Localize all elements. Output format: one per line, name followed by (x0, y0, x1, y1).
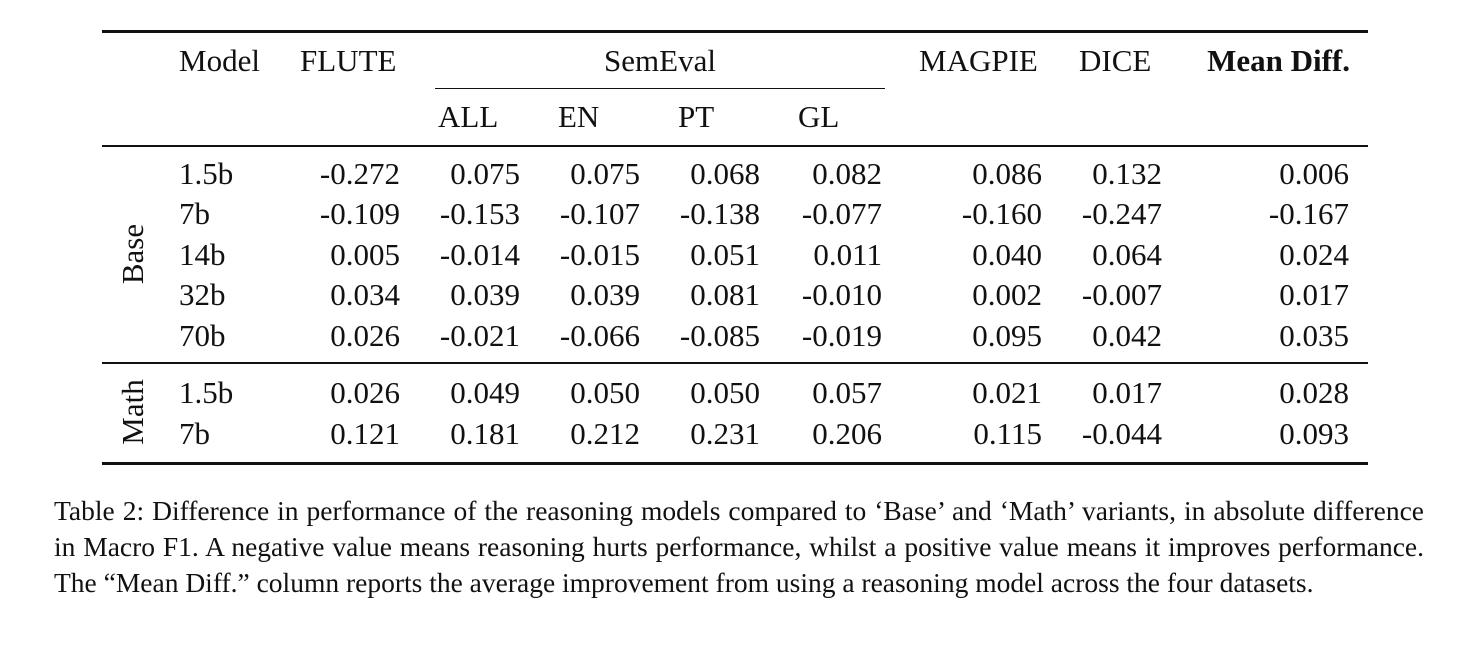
header-semeval-pt: PT (678, 99, 715, 134)
cell-value: -0.015 (559, 237, 640, 272)
cell-value: -0.247 (1081, 196, 1162, 231)
cell-value: 0.115 (973, 416, 1042, 451)
cell-value: -0.066 (559, 318, 640, 353)
semeval-cmidrule (435, 88, 885, 89)
group-label-base: Base (115, 223, 150, 285)
cell-value: 0.002 (972, 277, 1042, 312)
cell-value: 0.017 (1092, 375, 1162, 410)
cell-value: 0.132 (1092, 156, 1162, 191)
cell-model: 1.5b (179, 156, 234, 191)
cell-model: 70b (179, 318, 226, 353)
cell-model: 1.5b (179, 375, 234, 410)
table-top-rule (102, 30, 1368, 33)
cell-value: 0.011 (813, 237, 882, 272)
cell-value: 0.024 (1279, 237, 1349, 272)
cell-model: 7b (179, 196, 210, 231)
cell-value: -0.014 (439, 237, 520, 272)
cell-value: 0.006 (1279, 156, 1349, 191)
cell-value: 0.028 (1279, 375, 1349, 410)
cell-value: 0.068 (690, 156, 760, 191)
cell-value: 0.017 (1279, 277, 1349, 312)
cell-value: -0.272 (319, 156, 400, 191)
cell-value: -0.085 (679, 318, 760, 353)
cell-value: 0.181 (450, 416, 520, 451)
header-dice: DICE (1079, 43, 1152, 78)
cell-value: 0.035 (1279, 318, 1349, 353)
cell-value: 0.021 (972, 375, 1042, 410)
header-semeval-en: EN (558, 99, 600, 134)
header-semeval: SemEval (604, 43, 716, 78)
cell-model: 7b (179, 416, 210, 451)
table-bottom-rule (102, 462, 1368, 465)
cell-value: 0.039 (450, 277, 520, 312)
header-model: Model (179, 43, 260, 78)
cell-value: 0.075 (570, 156, 640, 191)
cell-value: 0.086 (972, 156, 1042, 191)
cell-value: 0.075 (450, 156, 520, 191)
header-semeval-gl: GL (798, 99, 840, 134)
cell-value: -0.107 (559, 196, 640, 231)
cell-value: -0.153 (439, 196, 520, 231)
header-mean-diff: Mean Diff. (1207, 43, 1350, 78)
cell-value: 0.057 (812, 375, 882, 410)
header-semeval-all: ALL (438, 99, 499, 134)
cell-value: 0.212 (570, 416, 640, 451)
cell-value: 0.093 (1279, 416, 1349, 451)
cell-value: 0.064 (1092, 237, 1162, 272)
header-flute: FLUTE (300, 43, 397, 78)
cell-model: 14b (179, 237, 226, 272)
group-separator-rule (102, 362, 1368, 364)
cell-value: 0.050 (570, 375, 640, 410)
cell-value: 0.082 (812, 156, 882, 191)
cell-value: 0.206 (812, 416, 882, 451)
cell-value: 0.081 (690, 277, 760, 312)
cell-value: 0.050 (690, 375, 760, 410)
cell-value: -0.044 (1081, 416, 1162, 451)
cell-value: 0.040 (972, 237, 1042, 272)
cell-value: 0.026 (330, 318, 400, 353)
cell-value: -0.010 (801, 277, 882, 312)
cell-value: -0.019 (801, 318, 882, 353)
cell-value: 0.042 (1092, 318, 1162, 353)
cell-value: 0.095 (972, 318, 1042, 353)
cell-value: -0.021 (439, 318, 520, 353)
table-caption: Table 2: Difference in performance of the reasoning models compared to ‘Base’ and ‘Math’ variants, in absolute difference in Macro F1. A negative value means reasoning hurts performance, whilst a positive value means it improves performance. The “Mean Diff.” column reports the average improvement from using a reasoning model across the four datasets. (54, 495, 1424, 598)
cell-value: -0.007 (1081, 277, 1162, 312)
cell-value: 0.026 (330, 375, 400, 410)
cell-value: 0.005 (330, 237, 400, 272)
cell-value: 0.121 (330, 416, 400, 451)
cell-value: 0.051 (690, 237, 760, 272)
cell-value: -0.167 (1268, 196, 1349, 231)
cell-value: 0.049 (450, 375, 520, 410)
header-magpie: MAGPIE (919, 43, 1038, 78)
header-rule (102, 145, 1368, 147)
cell-value: 0.231 (690, 416, 760, 451)
group-label-math: Math (115, 379, 150, 445)
cell-value: 0.034 (330, 277, 400, 312)
cell-value: 0.039 (570, 277, 640, 312)
cell-value: -0.160 (961, 196, 1042, 231)
cell-value: -0.077 (801, 196, 882, 231)
cell-model: 32b (179, 277, 226, 312)
cell-value: -0.138 (679, 196, 760, 231)
cell-value: -0.109 (319, 196, 400, 231)
